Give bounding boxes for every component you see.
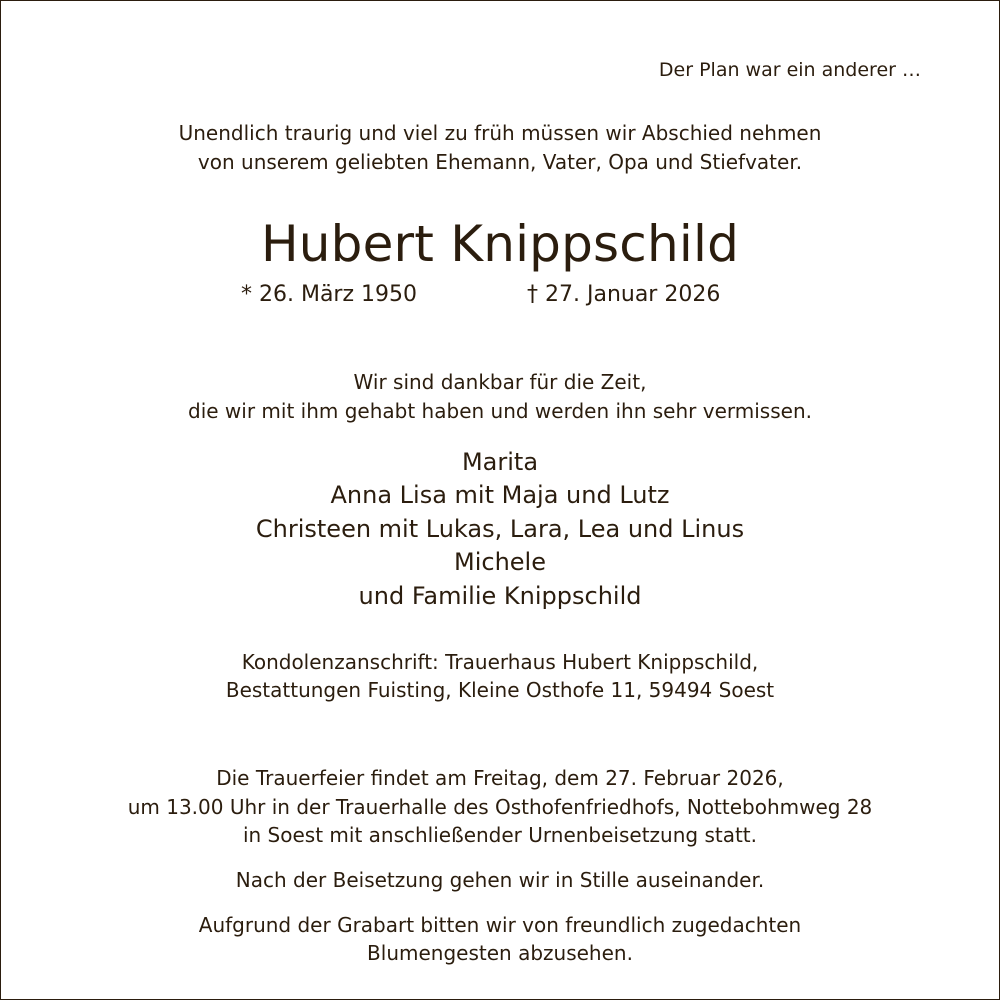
after-burial-note: Nach der Beisetzung gehen wir in Stille auseinander. [235, 868, 765, 892]
flowers-line-2: Blumengesten abzusehen. [367, 941, 633, 965]
thanks-line-2: die wir mit ihm gehabt haben und werden ihn sehr vermissen. [188, 399, 812, 423]
service-line-2: um 13.00 Uhr in der Trauerhalle des Osthofenfriedhofs, Nottebohmweg 28 [127, 795, 873, 819]
condolence-line-2: Bestattungen Fuisting, Kleine Osthofe 11, 59494 Soest [225, 678, 775, 702]
motto: Der Plan war ein anderer … [658, 59, 921, 81]
flowers-line-1: Aufgrund der Grabart bitten wir von freundlich zugedachten [198, 913, 802, 937]
service-line-1: Die Trauerfeier findet am Freitag, dem 27. Februar 2026, [216, 766, 784, 790]
service-line-3: in Soest mit anschließender Urnenbeisetzung statt. [242, 823, 758, 847]
family-member: Marita [461, 448, 539, 476]
family-member: Michele [454, 548, 546, 576]
deceased-name: Hubert Knippschild [260, 215, 740, 273]
death-date: † 27. Januar 2026 [527, 282, 721, 307]
birth-date: * 26. März 1950 [241, 282, 418, 307]
family-member: Anna Lisa mit Maja und Lutz [330, 481, 670, 509]
intro-line-1: Unendlich traurig und viel zu früh müssen wir Abschied nehmen [178, 121, 822, 145]
family-member: und Familie Knippschild [358, 582, 642, 610]
thanks-line-1: Wir sind dankbar für die Zeit, [353, 370, 647, 394]
condolence-line-1: Kondolenzanschrift: Trauerhaus Hubert Knippschild, [241, 650, 759, 674]
family-member: Christeen mit Lukas, Lara, Lea und Linus [255, 515, 745, 543]
intro-line-2: von unserem geliebten Ehemann, Vater, Opa und Stiefvater. [197, 150, 803, 174]
